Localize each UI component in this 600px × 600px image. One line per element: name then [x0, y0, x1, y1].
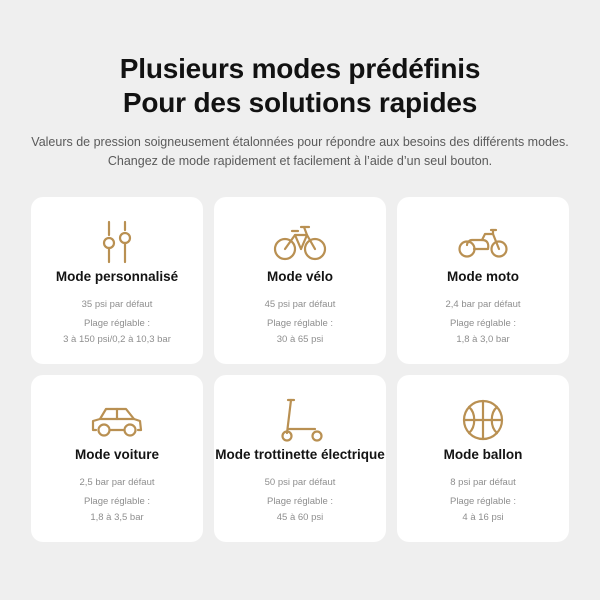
range-label: Plage réglable :	[449, 496, 517, 507]
mode-name: Mode vélo	[266, 269, 333, 284]
mode-default-value: 2,4 bar par défaut	[445, 299, 521, 310]
basketball-icon	[456, 397, 510, 443]
mode-card-car[interactable]	[31, 375, 203, 542]
mode-default-value: 50 psi par défaut	[264, 477, 336, 488]
mode-default-value: 35 psi par défaut	[81, 299, 153, 310]
mode-name: Mode ballon	[443, 447, 523, 462]
range-label: Plage réglable :	[83, 318, 151, 329]
title-line-1: Plusieurs modes prédéfinis	[119, 53, 481, 84]
mode-name: Mode personnalisé	[55, 269, 179, 284]
page-description	[0, 133, 600, 171]
mode-name: Mode trottinette électrique	[215, 447, 385, 462]
mode-card-custom[interactable]	[31, 197, 203, 364]
mode-name: Mode voiture	[74, 447, 159, 462]
range-value: 1,8 à 3,0 bar	[456, 334, 510, 345]
description-line-1: Valeurs de pression soigneusement étalonnées pour répondre aux besoins des différents modes.	[31, 135, 569, 149]
page-title	[0, 52, 600, 120]
mode-default-value: 8 psi par défaut	[450, 477, 516, 488]
range-label: Plage réglable :	[266, 496, 334, 507]
range-label: Plage réglable :	[449, 318, 517, 329]
range-value: 1,8 à 3,5 bar	[90, 512, 144, 523]
range-value: 4 à 16 psi	[462, 512, 504, 523]
range-value: 45 à 60 psi	[276, 512, 324, 523]
bicycle-icon	[273, 219, 327, 265]
mode-name: Mode moto	[447, 269, 519, 284]
mode-default-value: 45 psi par défaut	[264, 299, 336, 310]
range-value: 30 à 65 psi	[276, 334, 324, 345]
scooter-icon	[273, 397, 327, 443]
mode-card-ball[interactable]	[397, 375, 569, 542]
range-label: Plage réglable :	[83, 496, 151, 507]
motorcycle-icon	[456, 219, 510, 265]
description-line-2: Changez de mode rapidement et facilement à l’aide d’un seul bouton.	[107, 154, 493, 168]
title-line-2: Pour des solutions rapides	[122, 87, 478, 118]
modes-grid	[31, 197, 569, 542]
sliders-icon	[90, 219, 144, 265]
mode-default-value: 2,5 bar par défaut	[79, 477, 155, 488]
range-value: 3 à 150 psi/0,2 à 10,3 bar	[63, 334, 171, 345]
mode-card-bicycle[interactable]	[214, 197, 386, 364]
range-label: Plage réglable :	[266, 318, 334, 329]
mode-card-motorcycle[interactable]	[397, 197, 569, 364]
car-icon	[90, 397, 144, 443]
mode-card-scooter[interactable]	[214, 375, 386, 542]
page-header	[0, 52, 600, 171]
